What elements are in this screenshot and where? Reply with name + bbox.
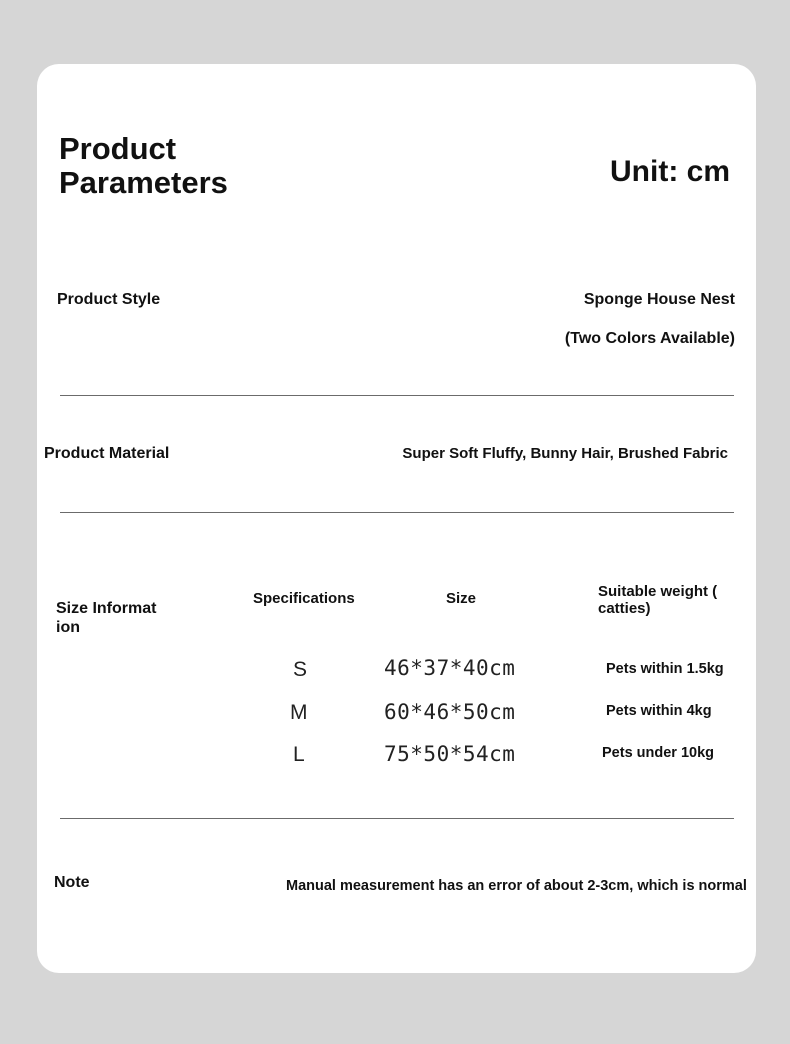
weight-cell: Pets within 4kg <box>606 703 712 719</box>
unit-label: Unit: cm <box>610 155 730 188</box>
parameters-card <box>37 64 756 973</box>
size-info-label <box>56 599 156 637</box>
spec-cell: M <box>290 701 308 724</box>
column-header-size: Size <box>446 590 477 607</box>
product-style-note: (Two Colors Available) <box>564 330 735 347</box>
spec-cell: S <box>293 658 308 681</box>
column-header-specifications: Specifications <box>253 590 355 607</box>
weight-cell: Pets within 1.5kg <box>606 661 724 677</box>
divider <box>60 395 734 396</box>
column-header-weight <box>598 583 717 617</box>
page-title: Product Parameters <box>59 131 228 200</box>
size-info-label-line1: Size Informat <box>56 600 157 617</box>
note-value: Manual measurement has an error of about 2-3cm, which is normal <box>286 878 747 894</box>
size-cell: 46*37*40cm <box>384 656 516 680</box>
size-info-label-line2: ion <box>56 619 80 636</box>
product-material-label: Product Material <box>44 445 170 462</box>
column-header-weight-line1: Suitable weight ( <box>598 583 718 600</box>
product-style-value: Sponge House Nest <box>583 291 735 308</box>
divider <box>60 818 734 819</box>
size-cell: 75*50*54cm <box>384 742 516 766</box>
weight-cell: Pets under 10kg <box>602 745 715 761</box>
column-header-weight-line2: catties) <box>598 600 651 617</box>
product-material-value: Super Soft Fluffy, Bunny Hair, Brushed Fabric <box>402 445 728 462</box>
divider <box>60 512 734 513</box>
size-cell: 60*46*50cm <box>384 700 516 724</box>
spec-cell: L <box>293 743 305 766</box>
note-label: Note <box>54 874 90 891</box>
product-style-label: Product Style <box>57 291 161 308</box>
